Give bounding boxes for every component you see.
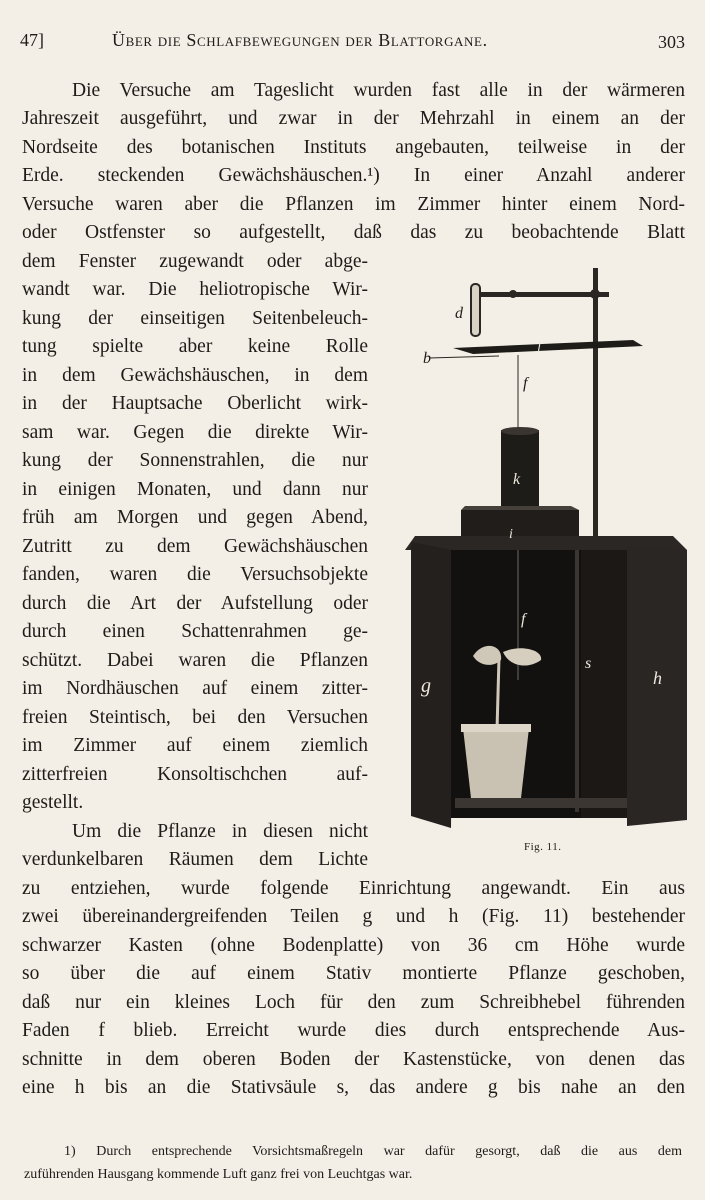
text-line: Erde. steckenden Gewächshäuschen.¹) In einer Anzahl anderer	[22, 165, 685, 186]
text-line: Nordseite des botanischen Instituts angebauten, teilweise in der	[22, 137, 685, 158]
text-line: zitterfreien Konsoltischchen auf-	[22, 764, 368, 785]
text-line: in dem Gewächshäuschen, in dem	[22, 365, 368, 386]
text-line: Versuche waren aber die Pflanzen im Zimmer hinter einem Nord-	[22, 194, 685, 215]
text-line: Jahreszeit ausgeführt, und zwar in der Mehrzahl in einem an der	[22, 108, 685, 129]
page-number-left: 47]	[20, 30, 44, 50]
text-line: Zutritt zu dem Gewächshäuschen	[22, 536, 368, 557]
text-line: freien Steintisch, bei den Versuchen	[22, 707, 368, 728]
label-f-top: f	[523, 375, 528, 392]
text-line: sam war. Gegen die direkte Wir-	[22, 422, 368, 443]
text-line: schwarzer Kasten (ohne Bodenplatte) von 36 cm Höhe wurde	[22, 935, 685, 956]
figure-apparatus	[403, 260, 699, 840]
text-line: oder Ostfenster so aufgestellt, daß das zu beobachtende Blatt	[22, 222, 685, 243]
vial-d	[471, 284, 480, 336]
text-line: gestellt.	[22, 792, 84, 813]
plant-pot	[463, 728, 529, 798]
label-h: h	[653, 668, 662, 688]
text-line: Um die Pflanze in diesen nicht	[72, 821, 368, 842]
text-line: schnitte in dem oberen Boden der Kastenstücke, von denen das	[22, 1049, 685, 1070]
text-line: wandt war. Die heliotropische Wir-	[22, 279, 368, 300]
label-f: f	[521, 611, 526, 628]
text-line: in einigen Monaten, und dann nur	[22, 479, 368, 500]
figure-caption: Fig. 11.	[524, 841, 562, 853]
label-b: b	[423, 350, 431, 367]
apparatus-illustration	[403, 260, 699, 840]
text-line: so über die auf einem Stativ montierte Pflanze geschoben,	[22, 963, 685, 984]
text-line: schützt. Dabei waren die Pflanzen	[22, 650, 368, 671]
horizontal-arm	[475, 292, 609, 297]
label-k: k	[513, 471, 521, 488]
text-line: durch einen Schattenrahmen ge-	[22, 621, 368, 642]
text-line: früh am Morgen und gegen Abend,	[22, 507, 368, 528]
footnote-line: zuführenden Hausgang kommende Luft ganz frei von Leuchtgas war.	[24, 1167, 413, 1182]
text-line: kung der Sonnenstrahlen, die nur	[22, 450, 368, 471]
text-line: fanden, waren die Versuchsobjekte	[22, 564, 368, 585]
text-line: im Nordhäuschen auf einem zitter-	[22, 678, 368, 699]
label-l: l	[537, 341, 541, 356]
stand-rod-top	[593, 268, 598, 538]
text-line: Faden f blieb. Erreicht wurde dies durch entsprechende Aus-	[22, 1020, 685, 1041]
running-header	[20, 30, 685, 56]
text-line: daß nur ein kleines Loch für den zum Schreibhebel führenden	[22, 992, 685, 1013]
label-d: d	[455, 305, 463, 322]
box-wall-g	[411, 542, 453, 828]
text-line: Die Versuche am Tageslicht wurden fast alle in der wärmeren	[72, 80, 685, 101]
text-line: im Zimmer auf einem ziemlich	[22, 735, 368, 756]
page-number-right: 303	[658, 32, 685, 52]
label-i: i	[509, 527, 513, 542]
text-line: durch die Art der Aufstellung oder	[22, 593, 368, 614]
text-line: zu entziehen, wurde folgende Einrichtung angewandt. Ein aus	[22, 878, 685, 899]
footnote-line: 1) Durch entsprechende Vorsichtsmaßregeln war dafür gesorgt, daß die aus dem	[64, 1144, 682, 1159]
running-title: Über die Schlafbewegungen der Blattorgane.	[112, 30, 488, 50]
text-line: verdunkelbaren Räumen dem Lichte	[22, 849, 368, 870]
label-g: g	[421, 675, 431, 697]
text-line: kung der einseitigen Seitenbeleuch-	[22, 308, 368, 329]
text-line: zwei übereinandergreifenden Teilen g und h (Fig. 11) bestehender	[22, 906, 685, 927]
stand-rod-s	[575, 550, 579, 812]
text-line: tung spielte aber keine Rolle	[22, 336, 368, 357]
text-line: eine h bis an die Stativsäule s, das andere g bis nahe an den	[22, 1077, 685, 1098]
text-line: in der Hauptsache Oberlicht wirk-	[22, 393, 368, 414]
label-s: s	[585, 655, 592, 672]
text-line: dem Fenster zugewandt oder abge-	[22, 251, 368, 272]
